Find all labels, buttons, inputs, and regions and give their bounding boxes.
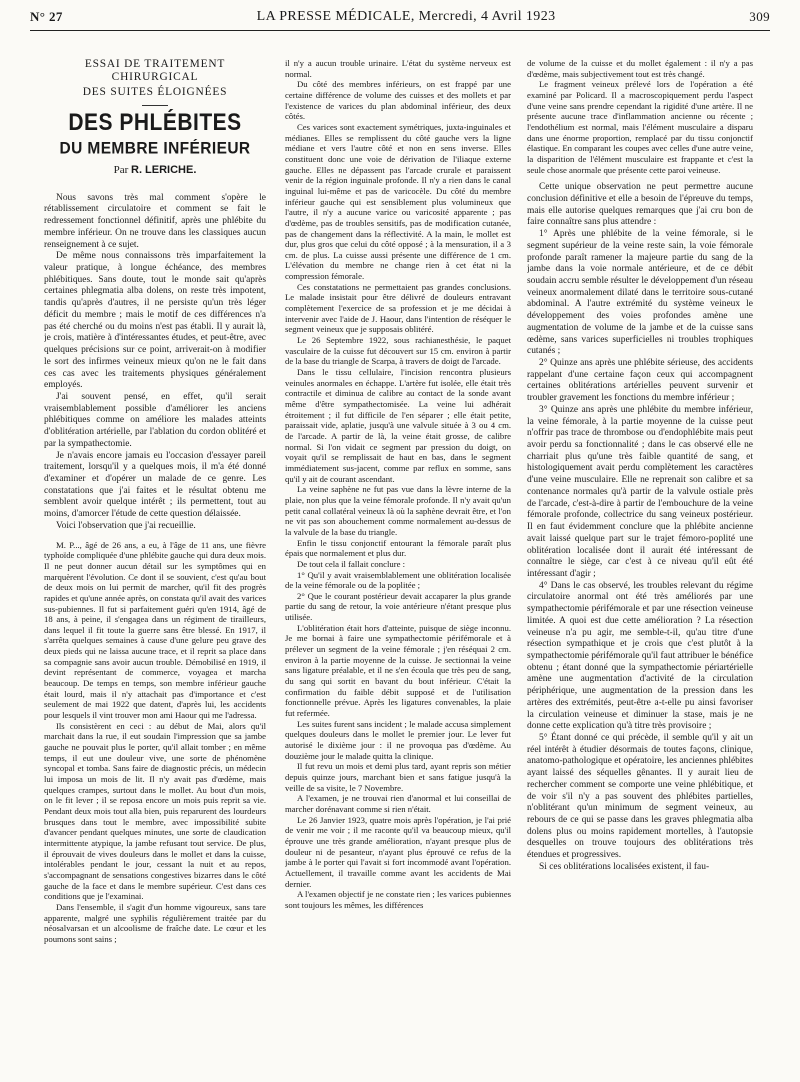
byline-prefix: Par bbox=[113, 164, 129, 176]
paragraph: De même nous connaissons très imparfaitement la valeur pratique, à longue échéance, des membres phlébitiques. Sans doute, tout le monde sait qu'après certaines phlegmatia alba dolens, on reste très impotent, tandis qu'après d'autres, il ne persiste qu'un très léger déficit du membre ; mais le motif de ces différences n'a pas été cherché ou du moins n'est pas établi. Il y aurait là, je crois, matière à d'intéressantes études, et peut-être, avec quelques précisions sur ce point, arriverait-on à modifier le sort des infirmes veineux mieux qu'on ne le fait dans ces cas avec les traitements physiques généralement employés. bbox=[44, 251, 266, 391]
article-kicker-line2: DES SUITES ÉLOIGNÉES bbox=[82, 86, 228, 98]
article-title: DES PHLÉBITES bbox=[68, 109, 242, 136]
paragraph: 3° Quinze ans après une phlébite du membre inférieur, la veine fémorale, à la partie moyenne de la cuisse peut n'offrir pas trace de thrombose ou d'endophlébite mais peut avoir perdu sa fonctionnalité ; dans le cas observé elle ne charriait plus qu'une très faible quantité de sang, et histologiquement avait perdu complètement les caractères d'une veine musculaire. Elle ne reprenait son calibre et sa contenance normales qu'à partir de la valvule ostiale près de l'arcade, c'est-à-dire à partir de l'embouchure de la veine fémorale profonde, collectrice du sang veineux postérieur. Il en faut évidemment conclure que la phlébite ancienne avait laissé quelque part sur le trajet fémoro-poplité une oblitération localisée dont il aurait été intéressant de connaître le siège, car c'est à ce niveau qu'il eût été intéressant d'agir ; bbox=[527, 404, 753, 579]
observation-paragraph: Ces constatations ne permettaient pas grandes conclusions. Le malade insistait pour être délivré de douleurs entravant complètement l'exercice de sa profession et je me décidai à intervenir avec l'aide de J. Haour, dans l'intention de réséquer le segment veineux que je supposais oblitéré. bbox=[285, 281, 511, 335]
paragraph: Voici l'observation que j'ai recueillie. bbox=[56, 520, 196, 531]
paragraph: J'ai souvent pensé, en effet, qu'il serait vraisemblablement possible d'améliorer les anciens phlébitiques comme on améliore les malades atteints d'oblitération artérielle, par l'ablation du cordon oblitéré et par la sympathectomie. bbox=[44, 391, 266, 449]
page-header bbox=[30, 4, 770, 30]
observation-paragraph: Ces varices sont exactement symétriques, juxta-inguinales et médianes. Elles se remplissent du côté gauche vers la ligne médiane et vers l'autre côté et non en sens inverse. Elles constituent donc une voie de dérivation de l'iliaque externe gauche. Elles ne dépassent pas l'arcade crurale et paraissent venir de la région inguinale profonde. Il n'y a rien dans le canal inguinal lui-même et pas de varicocèle. Du côté du membre inférieur gauche qui est sensiblement plus volumineux que l'autre, il n'y a aucune varice ou varicosité apparente ; pas d'œdème, pas de troubles sensitifs, pas de modification cutanée, pas de changement dans la réflectivité. A la main, le mollet est dur, plus gros que celui du côté opposé ; à la mensuration, il a 3 cm. de plus. La cuisse aussi présente une différence de 1 cm. L'élévation du membre ne change rien à cet état ni la compression fémorale. bbox=[285, 121, 511, 282]
article-title-block bbox=[44, 58, 266, 177]
observation-paragraph: Ils consistèrent en ceci : au début de Mai, alors qu'il marchait dans la rue, il eut soudain l'impression que sa jambe gauche ne pouvait plus le porter, qu'il allait tomber ; en même temps, il eut une douleur vive, une sorte de phénomène syncopal et tomba. Sans faire de diagnostic précis, un médecin lui imposa un mois de lit. Il n'y avait pas d'œdème, mais quelques crampes, surtout dans le mollet. Au bout d'un mois, on le fit lever ; il se reposa encore un mois puis reprit sa vie. Pendant deux mois tout alla bien, puis reparurent des lourdeurs brusques dans tout le membre, avec impossibilité subite d'avancer pendant quelques minutes, une sorte de claudication intermittente atypique, la jambe refusant tout service. De plus, il éprouvait de vives douleurs dans le mollet et dans la cuisse, intolérables pendant le jour, cessant la nuit et au repos, s'accompagnant de sensations congestives bizarres dans le côté gauche de la face et dans le membre supérieur. C'est dans ces conditions que je l'examinai. bbox=[44, 720, 266, 902]
paragraph: 4° Dans le cas observé, les troubles relevant du régime circulatoire anormal ont été très améliorés par une sympathectomie périfémorale et par une résection veineuse limitée. A quoi est due cette amélioration ? La résection veineuse n'a pu agir, me semble-t-il, qu'au titre d'une résection sympathique et je crois que c'est plutôt à la sympathectomie périfémorale qu'il faut attribuer le bénéfice obtenu ; étant donné que la sympathectomie périartérielle amène une augmentation d'activité de la circulation périphérique, une augmentation de la pression dans les artères des extrémités, peut-être a-t-elle pu ainsi favoriser la circulation veineuse et diminuer la stase, mais je ne donne cette explication qu'à titre très provisoire ; bbox=[527, 580, 753, 732]
column-3 bbox=[527, 58, 753, 1078]
paragraph: Je n'avais encore jamais eu l'occasion d'essayer pareil traitement, lorsqu'il y a quelques mois, il m'a été donné d'examiner et d'opérer un malade de ce genre. Les constatations que j'ai faites et le résultat obtenu me semblent avoir quelque intérêt ; ils permettent, tout au moins, d'amorcer l'étude de cette question délaissée. bbox=[44, 450, 266, 520]
observation-paragraph: Le 26 Janvier 1923, quatre mois après l'opération, je l'ai prié de venir me voir ; il me raconte qu'il va beaucoup mieux, qu'il éprouve une très grande amélioration, n'ayant presque plus de douleur ni de pesanteur, n'ayant plus éprouvé ce refus de la jambe à le porter qui l'avait si fort incommodé avant l'opération. Actuellement, il travaille comme avant les accidents de Mai dernier. bbox=[285, 814, 511, 889]
observation-paragraph: 2° Que le courant postérieur devait accaparer la plus grande partie du sang de retour, la voie antérieure n'étant presque plus utilisée. bbox=[285, 590, 511, 623]
observation-paragraph: Le 26 Septembre 1922, sous rachianesthésie, le paquet vasculaire de la cuisse fut découvert sur 15 cm. environ à partir de la base du triangle de Scarpa, à travers de doigt de l'arcade. bbox=[285, 335, 511, 367]
paragraph: 5° Étant donné ce qui précède, il semble qu'il y ait un réel intérêt à étudier désormais de toutes façons, clinique, anatomo-pathologique et opératoire, les anciennes phlébites ayant laissé des séquelles gênantes. Il y aurait lieu de rechercher comment se comporte une veine phlébitique, et de voir s'il n'y a pas souvent des phlébites partielles, n'oblitérant qu'un minimum de segment veineux, au rebours de ce qui se passe dans les graves phlegmatia alba dolens plus ou moins rapidement mortelles, à l'autopsie desquelles on trouve toujours des oblitérations très étendues et progressives. bbox=[527, 733, 753, 861]
observation-paragraph: de volume de la cuisse et du mollet également : il n'y a pas d'œdème, mais subjectivement tout est très changé. bbox=[527, 58, 753, 79]
paragraph: 1° Après une phlébite de la veine fémorale, si le segment supérieur de la veine reste sain, la voie fémorale profonde paraît ramener la majeure partie du sang de la jambe dans la voie normale antérieure, et de ce débit soudain accru semble résulter le développement d'un réseau veineux anormalement dilaté dans le territoire sous-cutané abdominal. A l'autre extrémité du système veineux le développement des voies profondes amène une augmentation de volume de la jambe et de la cuisse sans œdème, sans varices superficielles ni troubles trophiques cutanés ; bbox=[527, 229, 753, 357]
header-rule bbox=[30, 30, 770, 31]
observation-paragraph: La veine saphène ne fut pas vue dans la lèvre interne de la plaie, non plus que la veine fémorale profonde. Il n'y avait qu'un petit canal collatéral veineux là où la saphène devrait être, et l'on ne vit pas son abouchement comme normalement au-dessus de la valvule de la base du triangle. bbox=[285, 484, 511, 537]
observation-paragraph: Du côté des membres inférieurs, on est frappé par une certaine différence de volume des cuisses et des mollets et par l'existence de varices du plan abdominal inférieur, des deux côtés. bbox=[285, 79, 511, 122]
article-kicker-line1: ESSAI DE TRAITEMENT CHIRURGICAL bbox=[84, 58, 226, 83]
page-number: 309 bbox=[749, 9, 770, 24]
observation-paragraph: A l'examen, je ne trouvai rien d'anormal et lui conseillai de marcher dorénavant comme si rien n'était. bbox=[285, 793, 511, 814]
title-divider bbox=[142, 105, 168, 106]
issue-number: N° 27 bbox=[30, 9, 63, 24]
paragraph: Cette unique observation ne peut permettre aucune conclusion définitive et elle a besoin de l'épreuve du temps, mais elle autorise quelques remarques que j'ai cru bon de faire connaître sans plus attendre : bbox=[527, 182, 753, 228]
author-name: R. LERICHE. bbox=[131, 164, 197, 176]
paragraph: 2° Quinze ans après une phlébite sérieuse, des accidents rappelant d'une certaine façon ceux qui accompagnent certaines oblitérations artérielles peuvent survenir et troubler gravement les fonctions du membre inférieur ; bbox=[527, 358, 753, 404]
observation-paragraph: A l'examen objectif je ne constate rien ; les varices pubiennes sont toujours les mêmes, les différences bbox=[285, 889, 511, 910]
observation-paragraph: Dans le tissu cellulaire, l'incision rencontra plusieurs veinules anormales en échappe. L'artère fut isolée, elle était très contractile et diminua de calibre au contact de la sonde avant même d'être sympathectomisée. La veine lui adhérait étroitement ; il fut difficile de l'en séparer ; elle était petite, paraissait vide, aplatie, jusqu'à une valvule située à 3 ou 4 cm. de l'arcade. A partir de là, la veine était grosse, de calibre normal. Si l'on vidait ce segment par pression du doigt, on voyait qu'il se remplissait de haut en bas, dans le segment immédiatement sus-jacent, comme par reflux en somme, sans qu'il y ait de courant ascendant. bbox=[285, 367, 511, 484]
observation-paragraph: M. P..., âgé de 26 ans, a eu, à l'âge de 11 ans, une fièvre typhoïde compliquée d'une phlébite gauche qui dura deux mois. Il ne peut donner aucun détail sur les symptômes qui en marquèrent l'évolution. Ce dont il se souvient, c'est qu'au bout de deux mois on lui permit de marcher, qu'il fit des progrès rapides et qu'une année après, on constata qu'il avait des varices sus-pubiennes. Il fut si parfaitement guéri qu'en 1914, âgé de 18 ans, à peine, il s'engagea dans un régiment de tirailleurs, dans lequel il fit toute la guerre sans être blessé. En 1917, il s'arrêta quelques semaines à cause d'une gelure peu grave des deux pieds qui ne laissa aucune trace, et il reprit sa place dans sa compagnie sans avoir aucun trouble. Démobilisé en 1919, il devint représentant de commerce, voyagea et marcha beaucoup. De temps en temps, son membre inférieur gauche était lourd, mais il n'y attachait pas d'importance et c'est seulement de mai 1922 que datent, d'après lui, les accidents pour lesquels il vint trouver mon ami Haour qui me l'adressa. bbox=[44, 539, 266, 721]
observation-paragraph: Le fragment veineux prélevé lors de l'opération a été examiné par Policard. Il a macroscopiquement perdu l'aspect d'une veine sans prendre cependant la rigidité d'une artère. Il ne présente aucune trace d'inflammation ancienne ou récente ; l'endothélium est normal, mais l'élément musculaire a disparu dans une énorme proportion, remplacé par du tissu conjonctif élastique. En comparant les coupes avec celles d'une autre veine, la disparition de l'élément musculaire est frappante et c'est la seule chose anormale que présente cette paroi veineuse. bbox=[527, 79, 753, 175]
article-subtitle: DU MEMBRE INFÉRIEUR bbox=[59, 139, 251, 158]
observation-paragraph: 1° Qu'il y avait vraisemblablement une oblitération localisée de la veine fémorale ou de la poplitée ; bbox=[285, 569, 511, 591]
column-1 bbox=[44, 58, 266, 1078]
paragraph: Nous savons très mal comment s'opère le rétablissement circulatoire et comment se fait le redressement fonctionnel définitif, après une phlébite du membre inférieur. On ne trouve dans les classiques aucun renseignement à ce sujet. bbox=[44, 192, 266, 250]
observation-paragraph: Les suites furent sans incident ; le malade accusa simplement quelques douleurs dans le mollet le premier jour. Le lever fut autorisé le dixième jour : il ne provoqua pas d'œdème. Au douzième jour le malade quitta la clinique. bbox=[285, 718, 511, 761]
observation-paragraph: De tout cela il fallait conclure : bbox=[297, 558, 406, 569]
byline bbox=[44, 165, 266, 177]
observation-paragraph: Dans l'ensemble, il s'agit d'un homme vigoureux, sans tare apparente, malgré une syphilis régulièrement traitée par du néosalvarsan et un alcoolisme de fraîche date. Le cœur et les poumons sont sains ; bbox=[44, 901, 266, 944]
observation-paragraph: Il fut revu un mois et demi plus tard, ayant repris son métier depuis quinze jours, marchant bien et sans fatigue jusqu'à la veille de sa visite, le 7 Novembre. bbox=[285, 761, 511, 793]
observation-paragraph: il n'y a aucun trouble urinaire. L'état du système nerveux est normal. bbox=[285, 58, 511, 79]
journal-title: LA PRESSE MÉDICALE, Mercredi, 4 Avril 1923 bbox=[256, 9, 556, 24]
paragraph: Si ces oblitérations localisées existent, il fau- bbox=[539, 861, 710, 872]
observation-paragraph: L'oblitération était hors d'atteinte, puisque de siège inconnu. Je me bornai à faire une sympathectomie périfémorale et à prélever un segment de la veine fémorale ; j'en réséquai 2 cm. environ à la partie moyenne de la cuisse. Je sectionnai la veine sans ligature préalable, et il ne s'en écoula que très peu de sang, du sang qui sortit en bavant du bout inférieur. C'était la confirmation du faible débit supposé et de l'utilisation fonctionnelle prévue. Après les ligatures convenables, la plaie fut refermée. bbox=[285, 622, 511, 719]
observation-paragraph: Enfin le tissu conjonctif entourant la fémorale paraît plus épais que normalement et plus dur. bbox=[285, 537, 511, 559]
column-2 bbox=[285, 58, 511, 1078]
